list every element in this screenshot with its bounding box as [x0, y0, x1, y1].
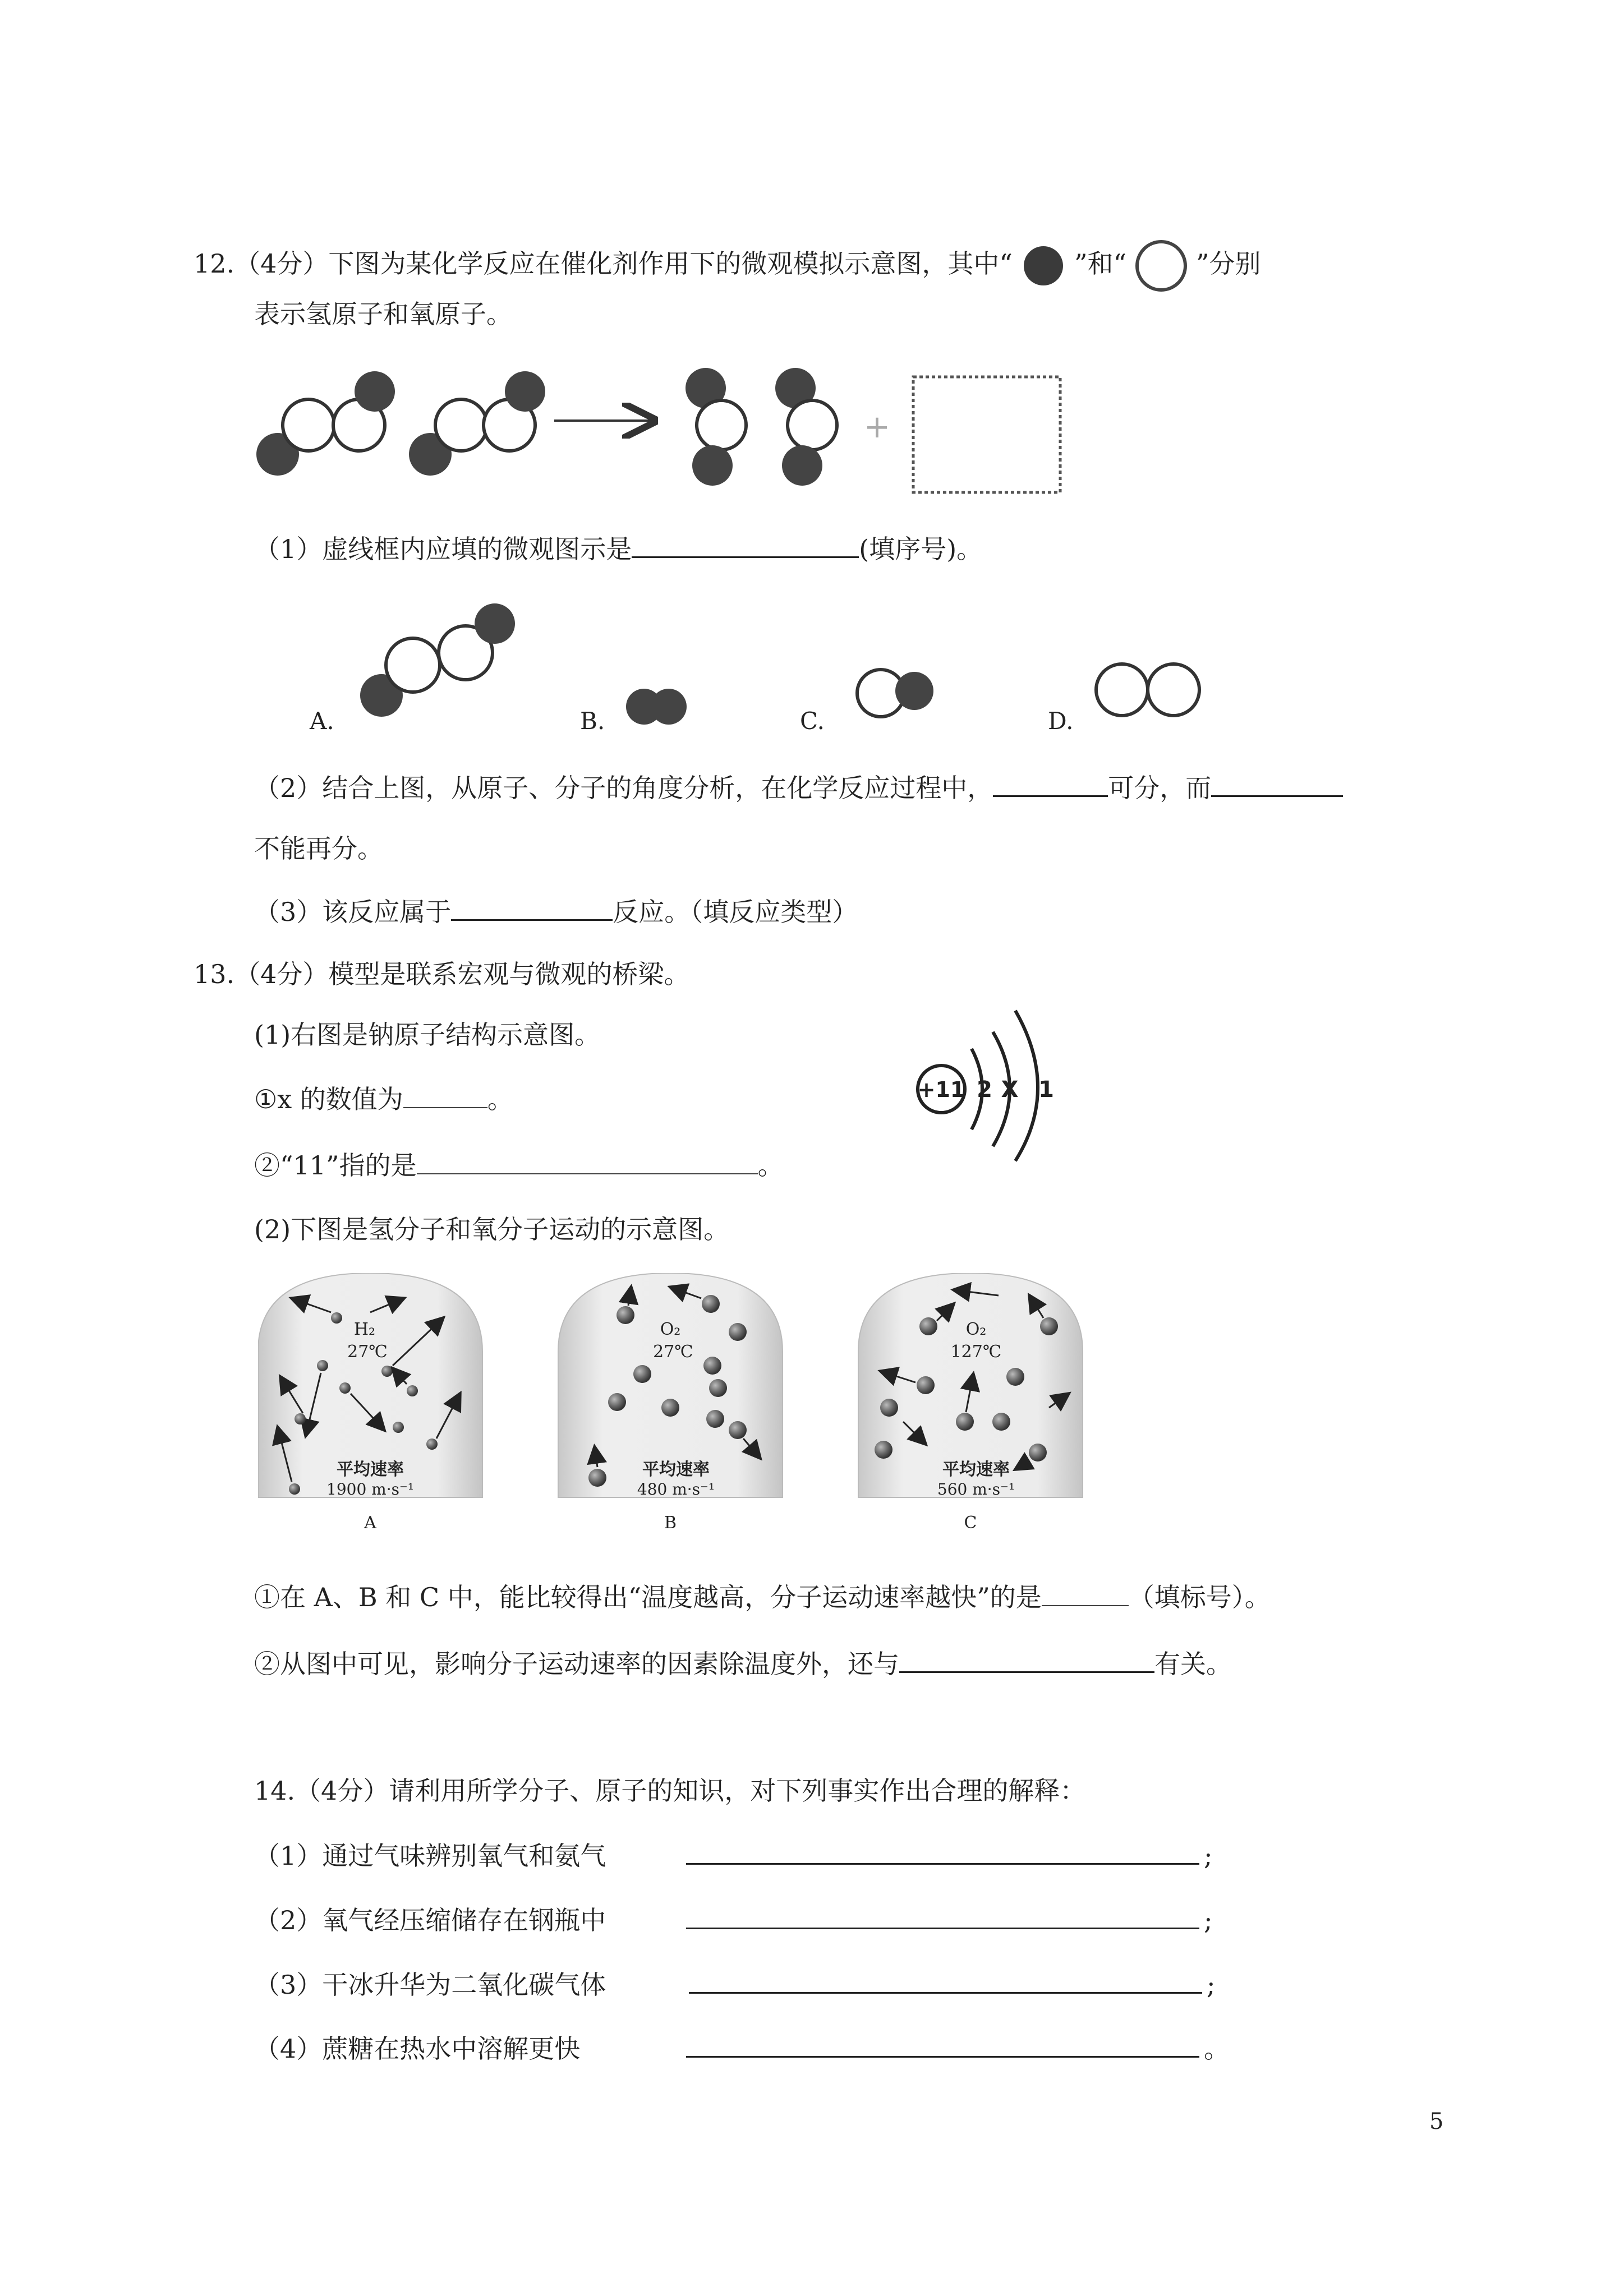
- q14-item-2-text: （2）氧气经压缩储存在钢瓶中: [254, 1905, 606, 1935]
- q13-s1a-blank[interactable]: [403, 1082, 487, 1108]
- q12-line1-text-a: 12.（4分）下图为某化学反应在催化剂作用下的微观模拟示意图，其中“: [194, 248, 1013, 279]
- q13-s2a: [254, 1580, 1271, 1614]
- option-a-label: A.: [310, 707, 334, 735]
- hydrogen-atom-icon: [1024, 246, 1063, 285]
- container-c-label: 平均速率: [942, 1460, 1010, 1479]
- q12-sub3-text-b: 反应。（填反应类型）: [613, 897, 858, 927]
- option-b-label: B.: [580, 707, 605, 735]
- q13-s1b-text-b: 。: [757, 1150, 784, 1181]
- q12-sub3-text-a: （3）该反应属于: [254, 897, 452, 927]
- option-d-label: D.: [1048, 707, 1074, 735]
- q12-sub1-answer-blank[interactable]: [632, 532, 859, 558]
- q13-s2: (2)下图是氢分子和氧分子运动的示意图。: [254, 1214, 730, 1244]
- q14-item-2-blank[interactable]: [686, 1903, 1199, 1929]
- q13-s1b: [254, 1149, 784, 1182]
- plus-sign: +: [864, 409, 890, 445]
- container-b-temp: 27℃: [653, 1342, 693, 1362]
- q14-item-3-text: （3）干冰升华为二氧化碳气体: [254, 1970, 606, 2000]
- q12-sub2-blank-2[interactable]: [1211, 771, 1343, 797]
- q14-item-4-blank[interactable]: [686, 2031, 1199, 2058]
- shell-2-electrons: X: [1001, 1077, 1019, 1103]
- q12-sub2-blank-1[interactable]: [993, 771, 1108, 797]
- q13-s1: (1)右图是钠原子结构示意图。: [254, 1020, 601, 1050]
- q14-item-3-end: ;: [1207, 1970, 1216, 2000]
- q12-sub2-cont: 不能再分。: [254, 833, 383, 864]
- product-molecule-1: [686, 368, 746, 486]
- q13-s2a-text-a: ①在 A、B 和 C 中，能比较得出“温度越高，分子运动速率越快”的是: [254, 1582, 1042, 1612]
- q14-item-1-blank[interactable]: [686, 1838, 1199, 1865]
- q13-title: 13.（4分）模型是联系宏观与微观的桥梁。: [194, 959, 690, 989]
- q14-item-1-end: ;: [1204, 1841, 1213, 1871]
- shell-1-electrons: 2: [977, 1077, 992, 1103]
- q14-item-4: [254, 2031, 1230, 2066]
- q12-sub3: [254, 895, 858, 929]
- q12-sub2-text-b: 可分，而: [1108, 773, 1212, 803]
- q14-item-4-text: （4）蔗糖在热水中溶解更快: [254, 2034, 581, 2064]
- q14-item-3-blank[interactable]: [689, 1967, 1202, 1994]
- product-molecule-2: [775, 368, 837, 486]
- q14-item-4-end: 。: [1204, 2034, 1230, 2064]
- dashed-answer-box: [913, 377, 1060, 492]
- q12-options: [303, 594, 1257, 740]
- container-c-speed: 560 m·s⁻¹: [937, 1480, 1015, 1499]
- nucleus-charge: +11: [917, 1077, 965, 1102]
- page-number: 5: [1429, 2109, 1444, 2134]
- reactant-molecule-2: [409, 371, 545, 476]
- q12-line1-text-c: ”分别: [1196, 248, 1261, 279]
- container-a-temp: 27℃: [347, 1342, 388, 1362]
- q14-item-1: [254, 1838, 1213, 1873]
- gas-containers: [258, 1273, 1088, 1565]
- q14-item-2: [254, 1903, 1213, 1937]
- option-c-label: C.: [800, 707, 825, 735]
- option-b-molecule: [626, 689, 687, 725]
- container-a: [258, 1273, 482, 1533]
- reactant-molecule-1: [256, 371, 395, 476]
- q12-sub1: [254, 532, 982, 566]
- container-b-label: 平均速率: [642, 1460, 710, 1479]
- container-a-tag: A: [364, 1513, 376, 1533]
- q14-item-3: [254, 1967, 1216, 2002]
- q12-line2: 表示氢原子和氧原子。: [254, 299, 512, 329]
- container-b-tag: B: [664, 1513, 677, 1533]
- q14-item-2-end: ;: [1204, 1905, 1213, 1935]
- q12-reaction-diagram: [247, 353, 1077, 505]
- container-a-speed: 1900 m·s⁻¹: [326, 1480, 414, 1499]
- container-c-gas: O₂: [965, 1320, 987, 1339]
- q14-title: 14.（4分）请利用所学分子、原子的知识，对下列事实作出合理的解释：: [254, 1776, 1086, 1806]
- q12-line1-text-b: ”和“: [1074, 248, 1126, 279]
- q13-s2b-text-a: ②从图中可见，影响分子运动速率的因素除温度外，还与: [254, 1649, 899, 1679]
- container-b: [558, 1273, 783, 1533]
- shell-arc-3: [1015, 1011, 1038, 1161]
- q12-sub1-text-a: （1）虚线框内应填的微观图示是: [254, 534, 632, 564]
- q12-line1: [194, 240, 1261, 292]
- oxygen-atom-icon: [1135, 240, 1187, 292]
- q12-sub1-text-b: (填序号)。: [859, 534, 983, 564]
- q12-sub2-text-a: （2）结合上图，从原子、分子的角度分析，在化学反应过程中，: [254, 773, 993, 803]
- container-a-gas: H₂: [353, 1320, 376, 1339]
- container-a-label: 平均速率: [337, 1460, 404, 1479]
- q13-s1b-blank[interactable]: [417, 1149, 758, 1174]
- q13-s1a: [254, 1082, 513, 1116]
- option-a-molecule: [360, 603, 515, 717]
- sodium-atom-diagram: [909, 981, 1077, 1167]
- q14-item-1-text: （1）通过气味辨别氧气和氨气: [254, 1841, 606, 1871]
- q13-s1a-text-a: ①x 的数值为: [254, 1084, 403, 1114]
- option-d-molecule: [1096, 664, 1199, 716]
- container-c-temp: 127℃: [950, 1342, 1002, 1362]
- q13-s2b: [254, 1647, 1232, 1681]
- shell-3-electrons: 1: [1038, 1077, 1054, 1103]
- q12-sub2: [254, 771, 1343, 805]
- q13-s2a-blank[interactable]: [1042, 1580, 1129, 1606]
- container-c: [858, 1273, 1083, 1533]
- q13-s2b-text-b: 有关。: [1154, 1649, 1232, 1679]
- container-b-gas: O₂: [660, 1320, 681, 1339]
- q13-s2a-text-b: （填标号）。: [1128, 1582, 1271, 1612]
- option-c-molecule: [857, 670, 933, 717]
- q13-s1b-text-a: ②“11”指的是: [254, 1150, 417, 1181]
- container-b-speed: 480 m·s⁻¹: [637, 1480, 715, 1499]
- q13-s2b-blank[interactable]: [899, 1647, 1154, 1673]
- q12-sub3-blank[interactable]: [451, 895, 613, 921]
- q13-s1a-text-b: 。: [487, 1084, 513, 1114]
- container-c-tag: C: [964, 1513, 977, 1533]
